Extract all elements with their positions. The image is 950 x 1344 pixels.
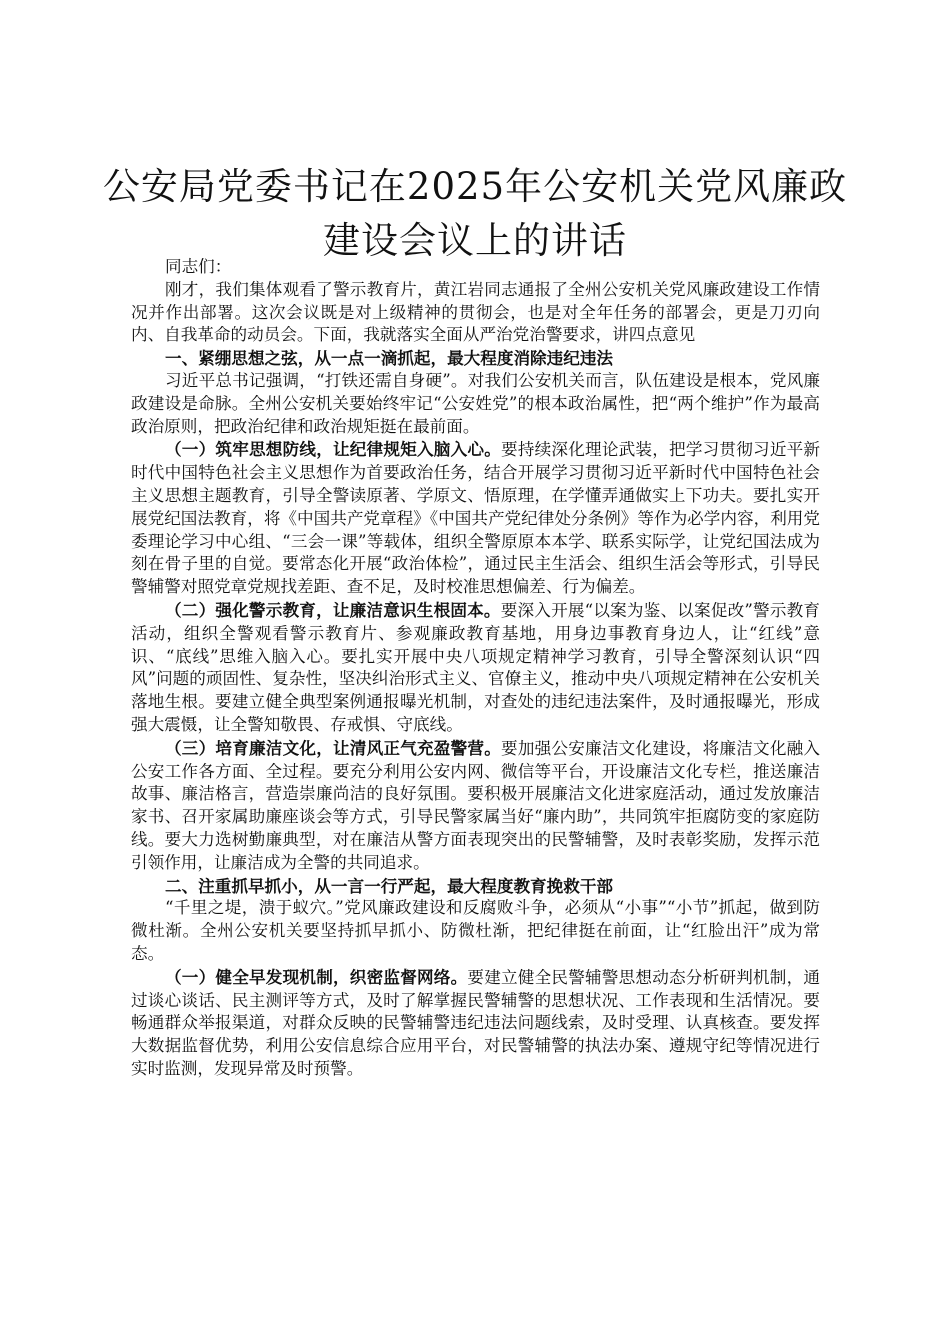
item-lead: （一）健全早发现机制，织密监督网络。 xyxy=(165,966,468,987)
section-1-item-3 xyxy=(131,737,820,875)
document-title xyxy=(100,160,850,268)
section-1-intro: 习近平总书记强调，“打铁还需自身硬”。对我们公安机关而言，队伍建设是根本，党风廉政建设是命脉。全州公安机关要始终牢记“公安姓党”的根本政治属性，把“两个维护”作为最高政治原则，把政治纪律和政治规矩挺在最前面。 xyxy=(131,370,820,436)
title-line-1: 公安局党委书记在2025年公安机关党风廉政 xyxy=(102,165,848,208)
title-line-2: 建设会议上的讲话 xyxy=(323,219,627,262)
item-text: 要持续深化理论武装，把学习贯彻习近平新时代中国特色社会主义思想作为首要政治任务，结合开展学习贯彻习近平新时代中国特色社会主义思想主题教育，引导全警读原著、学原文、悟原理，在学懂弄通做实上下功夫。要扎实开展党纪国法教育，将《中国共产党章程》《中国共产党纪律处分条例》等作为必学内容，利用党委理论学习中心组、“三会一课”等载体，组织全警原原本本学、联系实际学，让党纪国法成为刻在骨子里的自觉。要常态化开展“政治体检”，通过民主生活会、组织生活会等形式，引导民警辅警对照党章党规找差距、查不足，及时校准思想偏差、行为偏差。 xyxy=(131,440,821,597)
item-lead: （一）筑牢思想防线，让纪律规矩入脑入心。 xyxy=(165,439,502,460)
section-heading-1: 一、紧绷思想之弦，从一点一滴抓起，最大程度消除违纪违法 xyxy=(165,348,614,369)
document-body xyxy=(131,256,820,1081)
item-lead: （二）强化警示教育，让廉洁意识生根固本。 xyxy=(165,599,501,620)
salutation: 同志们： xyxy=(165,257,232,276)
section-heading-2: 二、注重抓早抓小，从一言一行严起，最大程度教育挽救干部 xyxy=(165,875,614,896)
item-text: 要建立健全民警辅警思想动态分析研判机制，通过谈心谈话、民主测评等方式，及时了解掌握民警辅警的思想状况、工作表现和生活情况。要畅通群众举报渠道，对群众反映的民警辅警违纪违法问题线索，及时受理、认真核查。要发挥大数据监督优势，利用公安信息综合应用平台，对民警辅警的执法办案、遵规守纪等情况进行实时监测，发现异常及时预警。 xyxy=(131,967,821,1078)
section-1-item-1 xyxy=(131,438,820,599)
intro-paragraph: 刚才，我们集体观看了警示教育片，黄江岩同志通报了全州公安机关党风廉政建设工作情况并作出部署。这次会议既是对上级精神的贯彻会，也是对全年任务的部署会，更是刀刃向内、自我革命的动员会。下面，我就落实全面从严治党治警要求，讲四点意见 xyxy=(131,279,820,345)
section-1-item-2 xyxy=(131,599,820,737)
item-text: 要加强公安廉洁文化建设，将廉洁文化融入公安工作各方面、全过程。要充分利用公安内网、微信等平台，开设廉洁文化专栏，推送廉洁故事、廉洁格言，营造崇廉尚洁的良好氛围。要积极开展廉洁文化进家庭活动，通过发放廉洁家书、召开家属助廉座谈会等方式，引导民警家属当好“廉内助”，共同筑牢拒腐防变的家庭防线。要大力选树勤廉典型，对在廉洁从警方面表现突出的民警辅警，及时表彰奖励，发挥示范引领作用，让廉洁成为全警的共同追求。 xyxy=(131,738,821,872)
item-text: 要深入开展“以案为鉴、以案促改”警示教育活动，组织全警观看警示教育片、参观廉政教育基地，用身边事教育身边人，让“红线”意识、“底线”思维入脑入心。要扎实开展中央八项规定精神学习教育，引导全警深刻认识“四风”问题的顽固性、复杂性，坚决纠治形式主义、官僚主义，推动中央八项规定精神在公安机关落地生根。要建立健全典型案例通报曝光机制，对查处的违纪违法案件，及时通报曝光，形成强大震慑，让全警知敬畏、存戒惧、守底线。 xyxy=(131,600,821,734)
section-2-item-1 xyxy=(131,966,820,1081)
item-lead: （三）培育廉洁文化，让清风正气充盈警营。 xyxy=(165,737,502,758)
section-2-intro: “千里之堤，溃于蚁穴。”党风廉政建设和反腐败斗争，必须从“小事”“小节”抓起，做到防微杜渐。全州公安机关要坚持抓早抓小、防微杜渐，把纪律挺在前面，让“红脸出汗”成为常态。 xyxy=(131,898,820,963)
